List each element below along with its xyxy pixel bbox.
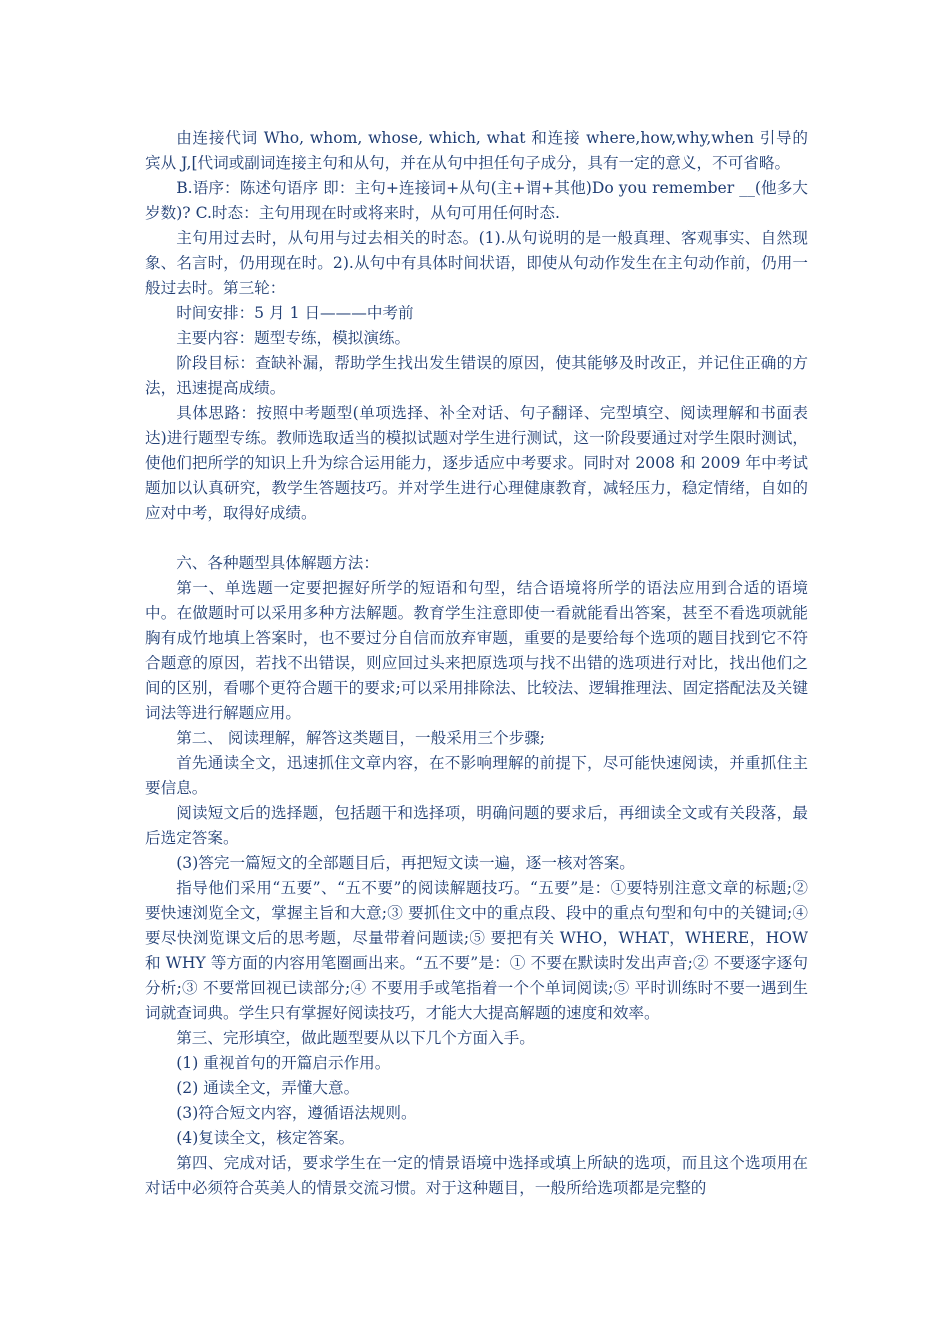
paragraph-object-clause-intro: 由连接代词 Who, whom, whose, which, what 和连接 where,how,why,when 引导的宾从 J,[代词或副词连接主句和从句，并在从句中担任句子成分，具有一定的意义，不可省略。: [145, 129, 808, 172]
paragraph-cloze-step4: (4)复读全文，核定答案。: [176, 1129, 355, 1147]
paragraph-schedule: 时间安排：5 月 1 日———中考前: [176, 304, 414, 322]
paragraph-reading-step2: 阅读短文后的选择题，包括题干和选择项，明确问题的要求后，再细读全文或有关段落，最后选定答案。: [145, 804, 808, 847]
paragraph-cloze-step3: (3)符合短文内容，遵循语法规则。: [176, 1104, 417, 1122]
paragraph-past-tense-rule: 主句用过去时，从句用与过去相关的时态。(1).从句说明的是一般真理、客观事实、自然现象、名言时，仍用现在时。2).从句中有具体时间状语，即使从句动作发生在主句动作前，仍用一般过去时。第三轮：: [145, 229, 808, 297]
paragraph-specific-approach: 具体思路：按照中考题型(单项选择、补全对话、句子翻译、完型填空、阅读理解和书面表达)进行题型专练。教师选取适当的模拟试题对学生进行测试，这一阶段要通过对学生限时测试，使他们把所学的知识上升为综合运用能力，逐步适应中考要求。同时对 2008 和 2009 年中考试题加以认真研究，教学生答题技巧。并对学生进行心理健康教育，减轻压力，稳定情绪，自如的应对中考，取得好成绩。: [145, 404, 808, 522]
paragraph-reading-step1: 首先通读全文，迅速抓住文章内容，在不影响理解的前提下，尽可能快速阅读，并重抓住主要信息。: [145, 754, 808, 797]
paragraph-word-order-tense: B.语序：陈述句语序 即：主句+连接词+从句(主+谓+其他)Do you remember __(他多大岁数)? C.时态：主句用现在时或将来时，从句可用任何时态.: [145, 179, 808, 222]
paragraph-reading-step3: (3)答完一篇短文的全部题目后，再把短文读一遍，逐一核对答案。: [176, 854, 635, 872]
paragraph-reading-intro: 第二、 阅读理解，解答这类题目，一般采用三个步骤;: [176, 729, 546, 747]
blank-line: [145, 526, 808, 551]
paragraph-dialogue: 第四、完成对话，要求学生在一定的情景语境中选择或填上所缺的选项，而且这个选项用在对话中必须符合英美人的情景交流习惯。对于这种题目，一般所给选项都是完整的: [145, 1154, 808, 1197]
paragraph-stage-goal: 阶段目标：查缺补漏，帮助学生找出发生错误的原因，使其能够及时改正，并记住正确的方法，迅速提高成绩。: [145, 354, 808, 397]
paragraph-cloze-intro: 第三、完形填空，做此题型要从以下几个方面入手。: [176, 1029, 535, 1047]
paragraph-single-choice: 第一、单选题一定要把握好所学的短语和句型，结合语境将所学的语法应用到合适的语境中。在做题时可以采用多种方法解题。教育学生注意即使一看就能看出答案，甚至不看选项就能胸有成竹地填上答案时，也不要过分自信而放弃审题，重要的是要给每个选项的题目找到它不符合题意的原因，若找不出错误，则应回过头来把原选项与找不出错的选项进行对比，找出他们之间的区别，看哪个更符合题干的要求;可以采用排除法、比较法、逻辑推理法、固定搭配法及关键词法等进行解题应用。: [145, 579, 808, 722]
paragraph-main-content: 主要内容：题型专练，模拟演练。: [176, 329, 411, 347]
paragraph-reading-tips: 指导他们采用“五要”、“五不要”的阅读解题技巧。“五要”是：①要特别注意文章的标题;② 要快速浏览全文，掌握主旨和大意;③ 要抓住文中的重点段、段中的重点句型和句中的关键词;④ 要尽快浏览课文后的思考题，尽量带着问题读;⑤ 要把有关 WHO，WHAT，WHERE，HOW 和 WHY 等方面的内容用笔圈画出来。“五不要”是：① 不要在默读时发出声音;② 不要逐字逐句分析;③ 不要常回视已读部分;④ 不要用手或笔指着一个个单词阅读;⑤ 平时训练时不要一遇到生词就查词典。学生只有掌握好阅读技巧，才能大大提高解题的速度和效率。: [145, 879, 808, 1022]
paragraph-cloze-step1: (1) 重视首句的开篇启示作用。: [176, 1054, 391, 1072]
section-heading-methods: 六、各种题型具体解题方法：: [176, 554, 379, 572]
paragraph-cloze-step2: (2) 通读全文，弄懂大意。: [176, 1079, 360, 1097]
